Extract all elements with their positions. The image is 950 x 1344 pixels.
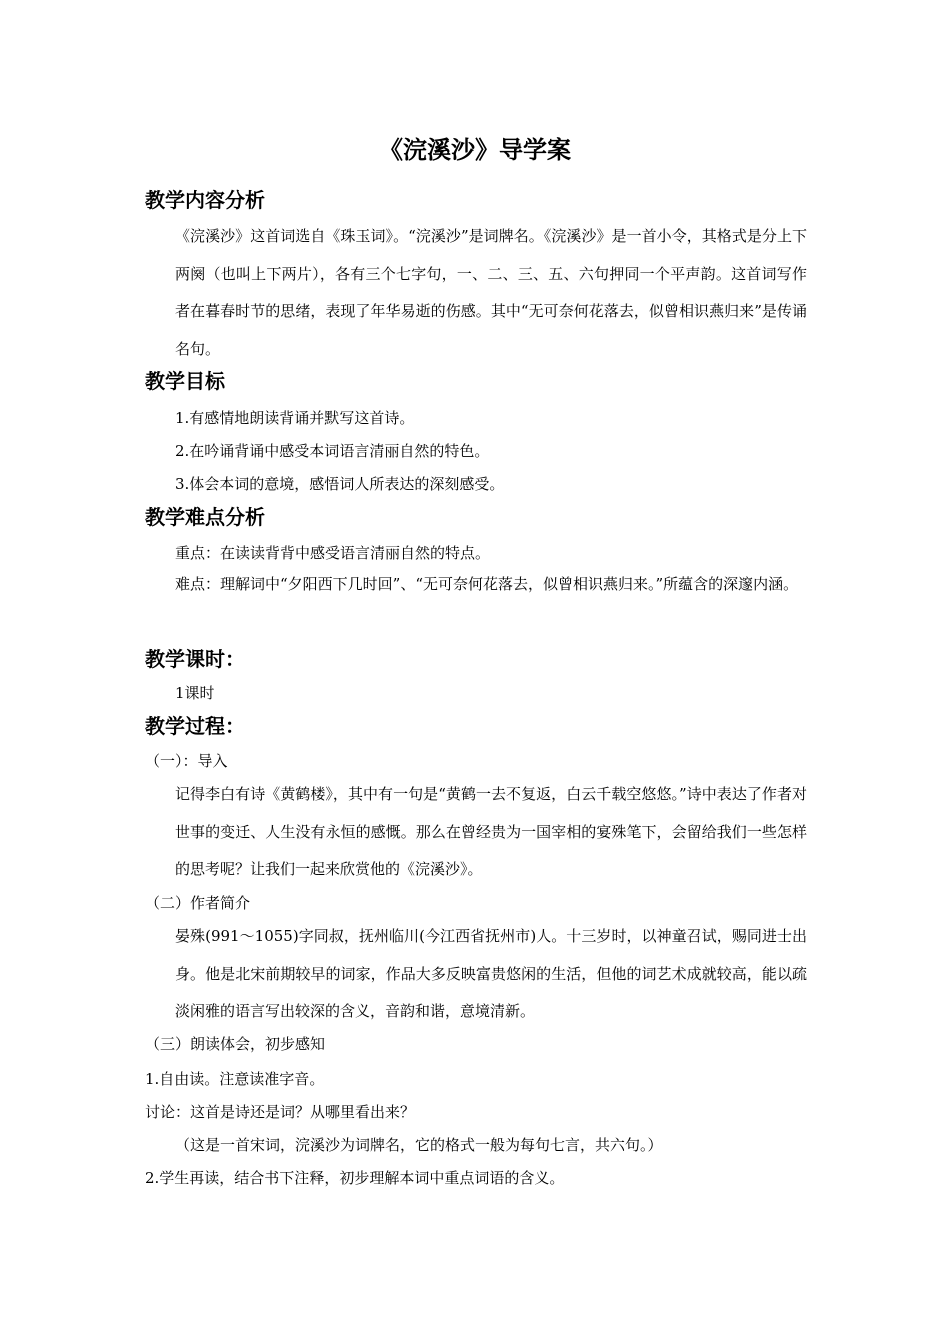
step2-text: 晏殊(991～1055)字同叔，抚州临川(今江西省抚州市)人。十三岁时，以神童召试，赐同进士出身。他是北宋前期较早的词家，作品大多反映富贵悠闲的生活，但他的词艺术成就较高，能以疏淡闲雅的语言写出较深的含义，音韵和谐，意境清新。 [175, 927, 807, 1020]
goal-item-2: 2.在吟诵背诵中感受本词语言清丽自然的特色。 [175, 442, 490, 460]
step2-paragraph [145, 918, 807, 1031]
difficult-point: 难点：理解词中“夕阳西下几时回”、“无可奈何花落去，似曾相识燕归来。”所蕴含的深邃内涵。 [175, 575, 799, 593]
content-analysis-text: 《浣溪沙》这首词选自《珠玉词》。“浣溪沙”是词牌名。《浣溪沙》是一首小令，其格式是分上下两阕（也叫上下两片），各有三个七字句，一、二、三、五、六句押同一个平声韵。这首词写作者在暮春时节的思绪，表现了年华易逝的伤感。其中“无可奈何花落去，似曾相识燕归来”是传诵名句。 [175, 227, 807, 358]
goal-item-3: 3.体会本词的意境，感悟词人所表达的深刻感受。 [175, 475, 505, 493]
step1-label: （一）：导入 [145, 752, 228, 770]
heading-content-analysis: 教学内容分析 [145, 188, 265, 212]
goal-item-1: 1.有感情地朗读背诵并默写这首诗。 [175, 409, 415, 427]
class-hours-value: 1课时 [175, 684, 215, 702]
heading-difficulty-analysis: 教学难点分析 [145, 505, 265, 529]
heading-teaching-process: 教学过程： [145, 714, 245, 738]
key-point: 重点：在读读背背中感受语言清丽自然的特点。 [175, 544, 491, 562]
discussion-question: 讨论：这首是诗还是词？从哪里看出来？ [145, 1103, 416, 1121]
difficulty-paragraph [145, 566, 807, 604]
document-title: 《浣溪沙》导学案 [379, 136, 571, 164]
step1-paragraph [145, 776, 807, 889]
discussion-answer: （这是一首宋词，浣溪沙为词牌名，它的格式一般为每句七言，共六句。） [175, 1136, 663, 1154]
read-step-1: 1.自由读。注意读准字音。 [145, 1070, 325, 1088]
heading-teaching-goals: 教学目标 [145, 369, 225, 393]
read-step-2: 2.学生再读，结合书下注释，初步理解本词中重点词语的含义。 [145, 1169, 565, 1187]
step1-text: 记得李白有诗《黄鹤楼》，其中有一句是“黄鹤一去不复返，白云千载空悠悠。”诗中表达了作者对世事的变迁、人生没有永恒的感慨。那么在曾经贵为一国宰相的宴殊笔下，会留给我们一些怎样的思考呢？让我们一起来欣赏他的《浣溪沙》。 [175, 785, 807, 878]
heading-class-hours: 教学课时： [145, 647, 245, 671]
content-analysis-paragraph [145, 218, 807, 368]
step3-label: （三）朗读体会，初步感知 [145, 1035, 326, 1053]
step2-label: （二）作者简介 [145, 894, 251, 912]
